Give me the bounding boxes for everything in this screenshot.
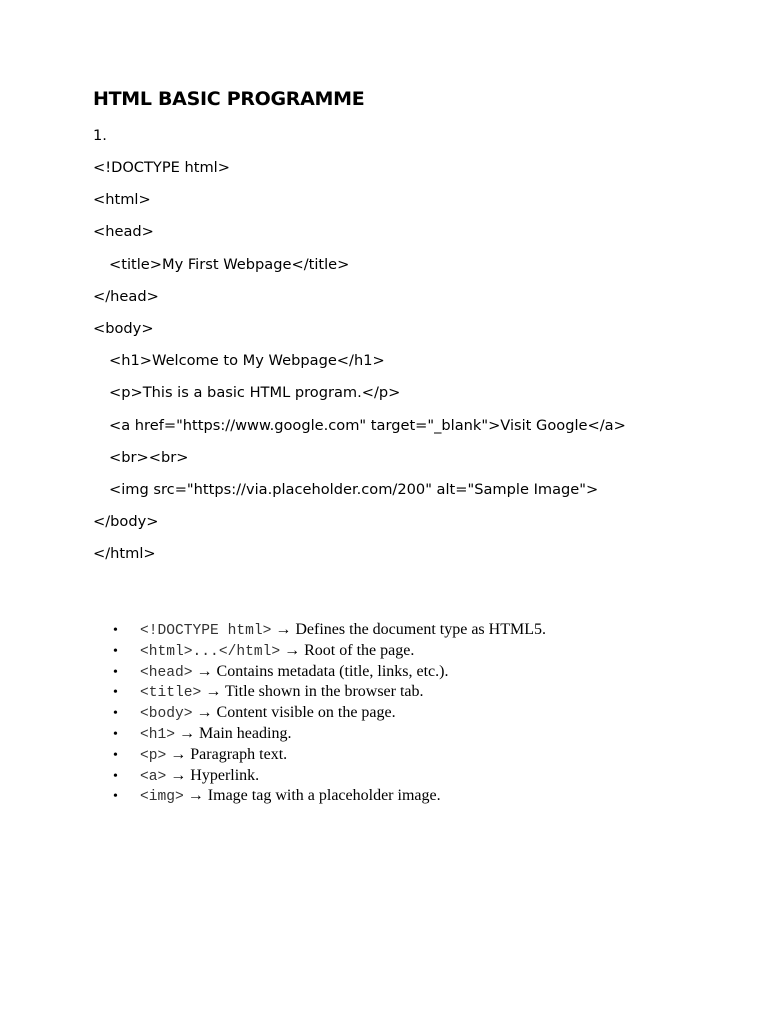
- tag-description: → Main heading.: [175, 724, 292, 742]
- code-line: <h1>Welcome to My Webpage</h1>: [109, 352, 385, 370]
- list-item: [113, 641, 546, 662]
- tag-description: → Paragraph text.: [166, 745, 288, 763]
- bullet-icon: •: [113, 706, 118, 722]
- code-line: </html>: [93, 545, 156, 563]
- tag-description: → Defines the document type as HTML5.: [271, 621, 546, 638]
- tag-name: <h1>: [140, 726, 176, 743]
- tag-description: → Contains metadata (title, links, etc.).: [192, 662, 449, 680]
- tag-name: <p>: [140, 747, 167, 764]
- tag-description: → Image tag with a placeholder image.: [183, 787, 441, 805]
- tag-name: <img>: [140, 789, 184, 806]
- list-item: [113, 682, 546, 703]
- code-line: <title>My First Webpage</title>: [109, 255, 350, 273]
- bullet-icon: •: [113, 726, 118, 742]
- list-item: [113, 745, 546, 766]
- section-number: 1.: [93, 127, 107, 144]
- code-line: <p>This is a basic HTML program.</p>: [109, 384, 401, 402]
- tag-description: → Content visible on the page.: [192, 704, 396, 722]
- document-title: HTML BASIC PROGRAMME: [93, 88, 365, 110]
- list-item: [113, 786, 546, 807]
- tag-name: <!DOCTYPE html>: [140, 623, 272, 639]
- code-line: <br><br>: [109, 448, 189, 466]
- code-line: <html>: [93, 191, 151, 209]
- explanation-list: [113, 620, 546, 807]
- code-line: </body>: [93, 513, 159, 531]
- tag-description: → Hyperlink.: [166, 766, 260, 784]
- code-line: </head>: [93, 287, 159, 305]
- code-line: <a href="https://www.google.com" target="_blank">Visit Google</a>: [109, 416, 626, 434]
- tag-name: <body>: [140, 706, 193, 723]
- tag-name: <html>...</html>: [140, 643, 281, 660]
- list-item: [113, 662, 546, 683]
- code-line: <!DOCTYPE html>: [93, 159, 230, 176]
- bullet-icon: •: [113, 768, 118, 784]
- list-item: [113, 766, 546, 787]
- bullet-icon: •: [113, 747, 118, 763]
- bullet-icon: •: [113, 789, 118, 805]
- code-line: <head>: [93, 223, 154, 241]
- tag-name: <a>: [140, 768, 167, 785]
- bullet-icon: •: [113, 685, 118, 701]
- bullet-icon: •: [113, 664, 118, 680]
- code-line: <img src="https://via.placeholder.com/200" alt="Sample Image">: [109, 481, 599, 498]
- bullet-icon: •: [113, 643, 118, 659]
- tag-description: → Root of the page.: [280, 641, 415, 659]
- list-item: [113, 620, 546, 641]
- list-item: [113, 703, 546, 724]
- bullet-icon: •: [113, 623, 118, 638]
- tag-description: → Title shown in the browser tab.: [201, 683, 424, 701]
- code-line: <body>: [93, 320, 154, 337]
- list-item: [113, 724, 546, 745]
- tag-name: <head>: [140, 664, 193, 681]
- tag-name: <title>: [140, 685, 202, 702]
